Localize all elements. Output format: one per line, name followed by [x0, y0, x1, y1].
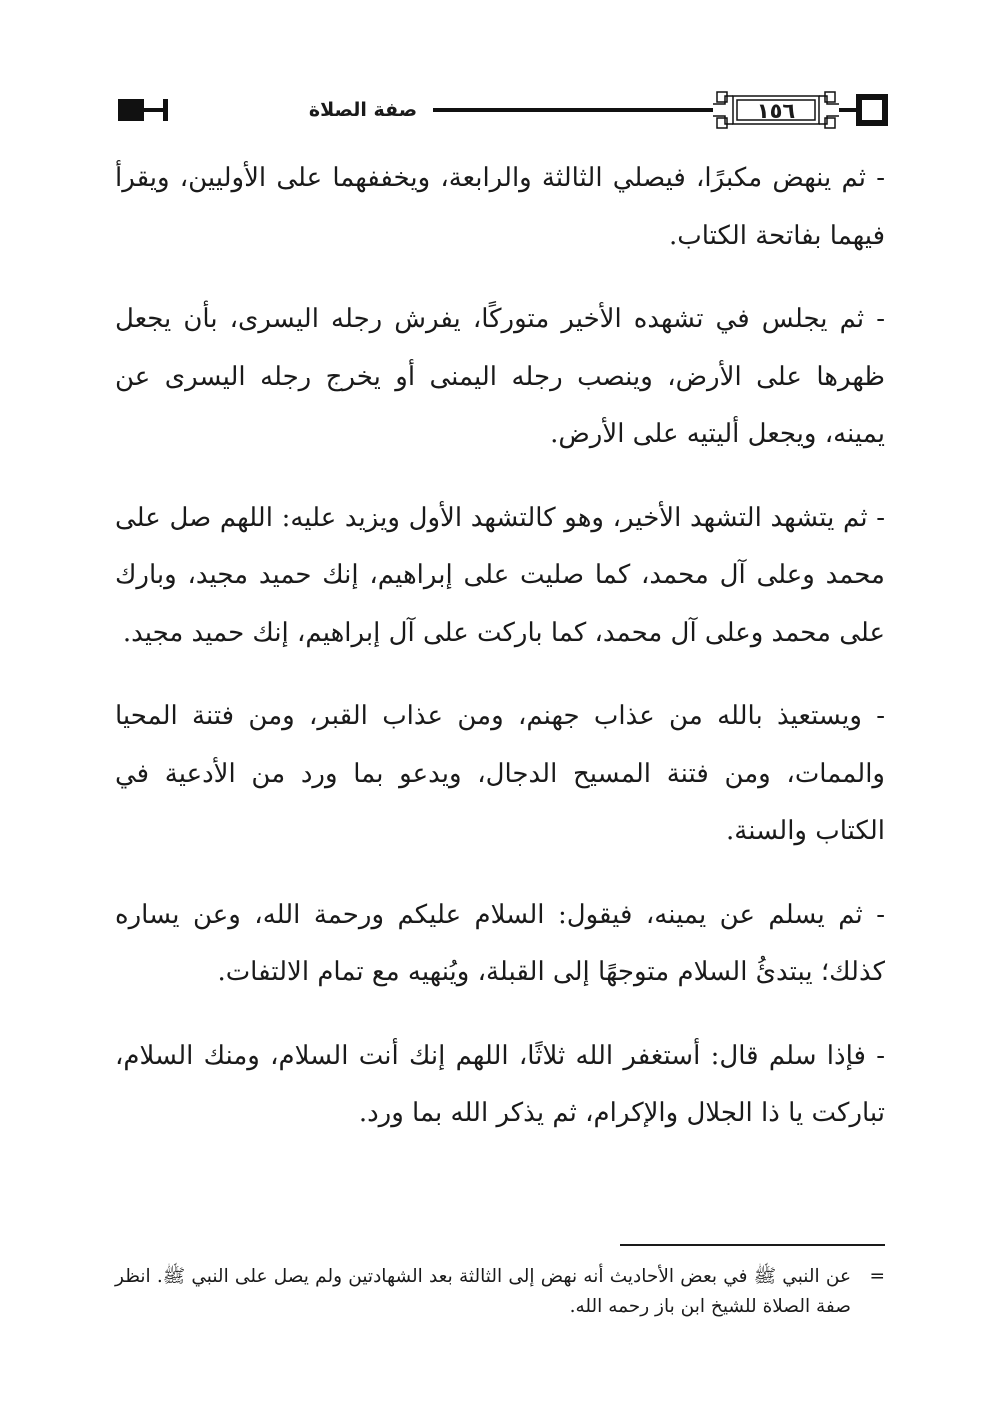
paragraph: - ثم يسلم عن يمينه، فيقول: السلام عليكم ورحمة الله، وعن يساره كذلك؛ يبتدئُ السلام متوجهًا إلى القبلة، ويُنهيه مع تمام الالتفات. — [115, 899, 885, 987]
paragraph: - ويستعيذ بالله من عذاب جهنم، ومن عذاب القبر، ومن فتنة المحيا والممات، ومن فتنة المسيح الدجال، ويدعو بما ورد من الأدعية في الكتاب والسنة. — [115, 701, 885, 846]
paragraph: - فإذا سلم قال: أستغفر الله ثلاثًا، اللهم إنك أنت السلام، ومنك السلام، تباركت يا ذا الجلال والإكرام، ثم يذكر الله بما ورد. — [115, 1040, 885, 1128]
main-text — [115, 150, 885, 1169]
footnote — [115, 1262, 885, 1322]
page-number: ١٥٦ — [756, 99, 796, 123]
page-header — [115, 90, 890, 132]
footnote-marker: = — [869, 1266, 885, 1287]
running-title: صفة الصلاة — [293, 95, 433, 125]
paragraph: - ثم يجلس في تشهده الأخير متوركًا، يفرش رجله اليسرى، بأن يجعل ظهرها على الأرض، وينصب رجله اليمنى أو يخرج رجله اليسرى عن يمينه، ويجعل أليتيه على الأرض. — [115, 304, 885, 449]
paragraph: - ثم ينهض مكبرًا، فيصلي الثالثة والرابعة، ويخففهما على الأوليين، ويقرأ فيهما بفاتحة الكتاب. — [115, 163, 885, 251]
footnote-separator — [620, 1244, 885, 1246]
paragraph: - ثم يتشهد التشهد الأخير، وهو كالتشهد الأول ويزيد عليه: اللهم صل على محمد وعلى آل محمد، كما صليت على إبراهيم، إنك حميد مجيد، وبارك على محمد وعلى آل محمد، كما باركت على آل إبراهيم، إنك حميد مجيد. — [115, 502, 885, 648]
footnote-text: عن النبي ﷺ في بعض الأحاديث أنه نهض إلى الثالثة بعد الشهادتين ولم يصل على النبي ﷺ. انظر صفة الصلاة للشيخ ابن باز رحمه الله. — [115, 1266, 851, 1317]
